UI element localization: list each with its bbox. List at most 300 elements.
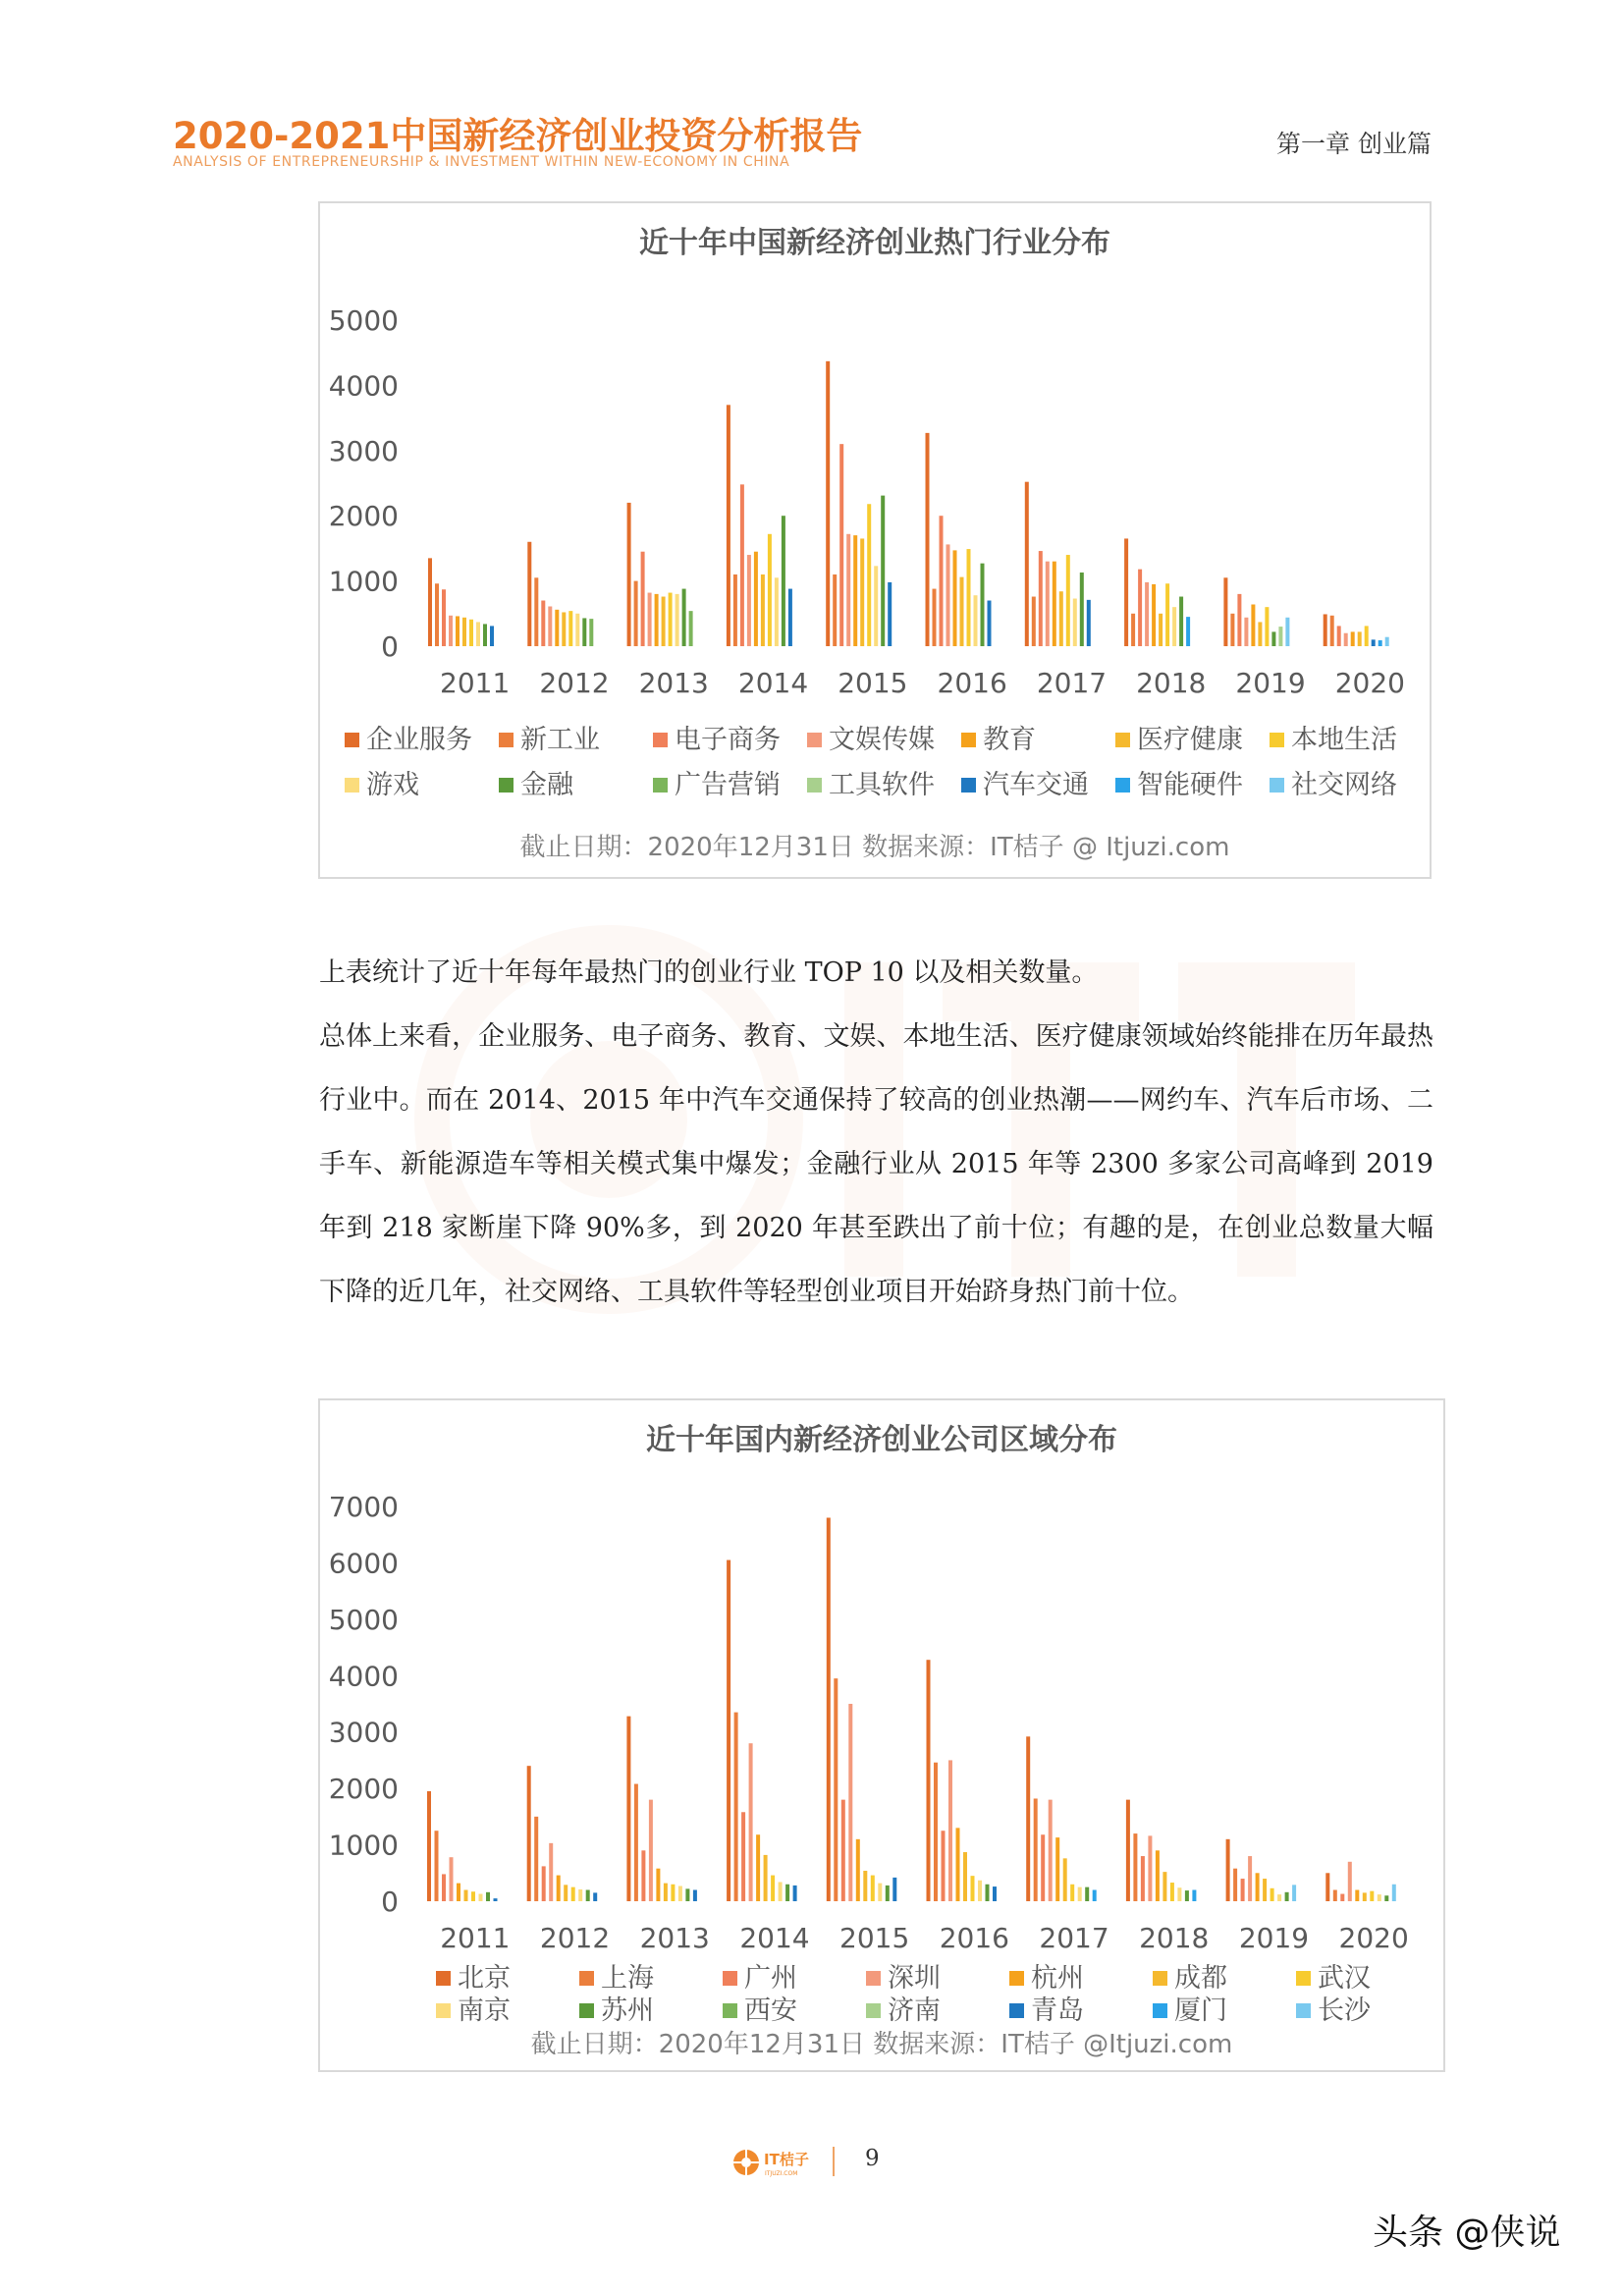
bar [634,1784,638,1901]
bar [575,614,579,646]
bar [1124,538,1128,646]
bar [874,566,878,646]
paragraph-2: 总体上来看，企业服务、电子商务、教育、文娱、本地生活、医疗健康领域始终能排在历年最热行业中。而在 2014、2015 年中汽车交通保持了较高的创业热潮——网约车、汽车后市场、二手车、新能源造车等相关模式集中爆发；金融行业从 2015 年等 2300 多家公司高峰到 2019 年到 218 家断崖下降 90%多，到 2020 年甚至跌出了前十位；有趣的是，在创业总数量大幅下降的近几年，社交网络、工具软件等轻型创业项目开始跻身热门前十位。 [319,1021,1433,1307]
bar [1131,614,1135,646]
legend-item [1296,1995,1372,2026]
bar [534,1817,538,1901]
x-tick-label: 2018 [1136,667,1207,699]
legend-swatch [579,2003,594,2018]
bar [486,1892,490,1901]
bar [578,1889,582,1901]
bar-group-2014 [727,405,792,646]
bar [435,1831,439,1901]
bar [641,1850,645,1901]
bar [678,1886,682,1901]
legend-label: 南京 [458,1995,511,2026]
bar [933,589,937,646]
bar [471,1891,475,1901]
bar [1055,1837,1059,1901]
legend-item [1009,1995,1084,2026]
bar [892,1878,896,1901]
legend-swatch [579,1971,594,1986]
legend-swatch [866,2003,881,2018]
bar [1172,607,1176,646]
legend-item [579,1963,654,1994]
bar [881,496,885,646]
y-tick-label: 7000 [328,1491,399,1523]
bar [846,534,850,646]
legend-label: 工具软件 [829,770,935,800]
legend-item [723,1963,797,1994]
x-tick-label: 2017 [1039,1922,1109,1954]
legend-item [436,1963,511,1994]
report-title: 2020-2021中国新经济创业投资分析报告 [173,115,863,157]
legend-item [345,725,472,755]
y-tick-label: 0 [381,630,399,663]
bar [785,1885,789,1901]
bar [627,503,631,646]
bar [1256,1873,1260,1901]
bar [856,1839,860,1901]
legend-item [436,1995,511,2026]
bar-group-2012 [527,542,593,646]
bar [557,1876,561,1901]
bar [1372,639,1376,646]
bar [942,1831,946,1901]
legend-label: 厦门 [1174,1995,1227,2026]
bar [527,542,531,646]
bar [479,1894,483,1901]
bar [456,616,460,646]
bar [727,1560,730,1901]
chart-title: 近十年中国新经济创业热门行业分布 [639,226,1110,260]
bar [689,611,693,646]
legend-label: 广告营销 [675,770,781,800]
bar [1241,1879,1245,1901]
bar-group-2019 [1226,1839,1297,1901]
legend-label: 企业服务 [366,725,472,755]
bar [442,589,446,646]
chapter-label: 第一章 创业篇 [1276,130,1432,158]
chart-source-note: 截止日期：2020年12月31日 数据来源：IT桔子 @Itjuzi.com [530,2030,1233,2059]
bar [582,618,586,646]
legend-swatch [723,1971,737,1986]
legend-swatch [436,1971,451,1986]
bar [1385,637,1389,646]
bar [1138,570,1142,646]
legend-label: 上海 [601,1963,654,1994]
region-chart [318,1398,1445,2072]
bar [926,433,930,646]
legend-swatch [866,1971,881,1986]
bar [740,484,744,646]
x-tick-label: 2020 [1338,1922,1409,1954]
bar [676,594,679,646]
bar [428,558,432,646]
bar [1192,1890,1196,1901]
bar-group-2018 [1126,1800,1197,1901]
bar [427,1791,431,1901]
legend-swatch [1270,733,1284,747]
legend-item [1153,1995,1227,2026]
legend-swatch [1296,2003,1311,2018]
bar [1066,555,1070,646]
bar [589,619,593,646]
bar [1355,1890,1359,1901]
bar [853,535,857,646]
legend-swatch [807,733,822,747]
bar [734,1713,738,1901]
bar [848,1704,852,1901]
bar [1032,597,1036,646]
bar-group-2013 [626,1717,697,1901]
bar [1041,1834,1045,1901]
bar [464,1890,468,1901]
bar [1063,1858,1067,1901]
paragraph-1: 上表统计了近十年每年最热门的创业行业 TOP 10 以及相关数量。 [319,957,1099,988]
bar [1351,631,1355,646]
bar [888,582,892,646]
bar [782,516,785,646]
legend-swatch [345,778,359,793]
bar [1333,1890,1337,1901]
bar [1258,622,1262,646]
bar [1177,1887,1181,1901]
bar [940,516,944,646]
bar [1165,583,1169,646]
bar [956,1828,960,1901]
legend-label: 成都 [1174,1963,1227,1994]
bar [626,1717,630,1901]
bar [490,626,494,646]
legend-swatch [1153,2003,1167,2018]
bar [1126,1800,1130,1901]
bar [442,1874,446,1901]
bar [1053,562,1056,646]
bar [1265,607,1269,646]
logo-text: IT桔子 [764,2151,809,2168]
bar [669,593,673,646]
bar [1285,1892,1289,1901]
bar [1170,1883,1174,1901]
bar [1344,633,1348,646]
legend-label: 医疗健康 [1137,725,1243,755]
bar [974,595,978,646]
region-chart-svg [320,1400,1443,2070]
legend-item [653,770,781,800]
bar [1337,626,1341,646]
x-tick-label: 2015 [838,667,908,699]
bar [1026,1736,1030,1901]
legend-label: 游戏 [366,770,419,800]
bar [1285,618,1289,646]
bar [963,1852,967,1901]
x-tick-label: 2012 [539,667,610,699]
legend-swatch [1009,1971,1024,1986]
y-tick-label: 4000 [328,1660,399,1693]
bar [1278,627,1282,646]
bar [1162,1872,1166,1901]
bar [1080,573,1084,646]
bar [541,601,545,646]
bar [1148,1835,1152,1901]
legend-label: 西安 [744,1995,797,2026]
chart-source-note: 截止日期：2020年12月31日 数据来源：IT桔子 @ Itjuzi.com [519,833,1230,862]
x-tick-label: 2020 [1334,667,1405,699]
x-tick-label: 2017 [1036,667,1108,699]
bar-group-2020 [1325,1862,1396,1901]
bar [754,552,758,646]
bar [953,550,957,646]
bar [641,552,645,646]
bar [1271,631,1275,646]
legend-label: 苏州 [601,1995,654,2026]
bar [1379,640,1382,646]
bar [568,611,572,646]
x-tick-label: 2012 [539,1922,611,1954]
legend-swatch [653,733,668,747]
bar [761,574,765,646]
bar [878,1884,882,1901]
legend-label: 深圳 [888,1963,941,1994]
legend-label: 广州 [744,1963,797,1994]
legend-label: 社交网络 [1291,770,1397,800]
bar-group-2015 [826,361,892,646]
bar [435,583,439,646]
legend-label: 教育 [983,725,1036,755]
bar [793,1886,797,1901]
legend-label: 新工业 [520,725,600,755]
bar [449,616,453,646]
legend-item [579,1995,654,2026]
bar-group-2018 [1124,538,1190,646]
bar [450,1857,454,1901]
x-tick-label: 2013 [638,667,709,699]
bar [1046,562,1050,646]
industry-chart [318,201,1432,879]
bar-group-2016 [926,433,992,646]
bar [656,1869,660,1901]
bar [934,1763,938,1901]
legend-label: 文娱传媒 [829,725,935,755]
bar [1049,1800,1053,1901]
legend-item [1270,725,1397,755]
bar [1324,614,1327,646]
bar [1070,1885,1074,1901]
bar [1059,591,1063,646]
bar [469,620,473,646]
bar [988,601,992,646]
bar [839,444,843,646]
bar [1325,1873,1329,1901]
bar-group-2015 [827,1517,897,1901]
bar [1159,614,1162,646]
logo-subtext: ITJUZI.COM [765,2170,798,2177]
bar [1230,614,1234,646]
y-tick-label: 5000 [328,1603,399,1636]
x-tick-label: 2011 [440,667,511,699]
bar [733,574,737,646]
bar [555,610,559,646]
bar [768,534,772,646]
bar-group-2017 [1026,1736,1097,1901]
bar [457,1884,460,1901]
legend-label: 汽车交通 [983,770,1089,800]
bar [527,1766,531,1901]
bar [1078,1887,1082,1901]
bar [1370,1891,1374,1901]
bar [1348,1862,1352,1901]
legend-item [1115,770,1243,800]
legend-label: 本地生活 [1291,725,1397,755]
bar [693,1890,697,1901]
bar [771,1876,775,1901]
x-tick-label: 2019 [1235,667,1306,699]
bar [1152,584,1156,646]
legend-swatch [499,778,514,793]
x-tick-label: 2014 [737,667,809,699]
bar [1248,1856,1252,1901]
x-tick-label: 2013 [639,1922,710,1954]
footer-divider [833,2147,835,2176]
bar [549,1843,553,1901]
x-tick-label: 2015 [839,1922,910,1954]
bar [749,1743,753,1901]
bar [1025,482,1029,646]
bar-group-2013 [627,503,693,646]
y-tick-label: 1000 [328,1829,399,1862]
bar [1233,1869,1237,1901]
legend-label: 北京 [458,1963,511,1994]
y-tick-label: 6000 [328,1547,399,1580]
bar [827,1517,831,1901]
legend-item [499,725,600,755]
legend-item [866,1995,941,2026]
body-text [319,941,1433,1324]
bar [1277,1894,1281,1901]
bar [542,1866,546,1901]
legend-item [653,725,781,755]
legend-swatch [653,778,668,793]
x-tick-label: 2016 [937,667,1007,699]
bar [1365,626,1369,646]
bar [1271,1888,1274,1901]
bar [1087,600,1091,646]
bar [948,1760,952,1901]
bar-group-2011 [427,1791,498,1901]
y-tick-label: 1000 [328,565,399,598]
bar [993,1886,997,1901]
bar [476,622,480,646]
bar [1179,597,1183,646]
bar [756,1834,760,1901]
bar [1340,1894,1344,1901]
x-tick-label: 2014 [739,1922,810,1954]
y-tick-label: 2000 [328,500,399,533]
bar [834,1678,838,1901]
legend-swatch [1270,778,1284,793]
bar [564,1885,568,1901]
legend-label: 电子商务 [675,725,781,755]
legend-item [866,1963,941,1994]
legend-swatch [1009,2003,1024,2018]
bar [981,564,985,646]
bar [648,593,652,646]
legend-label: 杭州 [1031,1963,1084,1994]
bar [1093,1890,1097,1901]
bar [1186,617,1190,646]
bar [1039,551,1043,646]
y-tick-label: 4000 [328,369,399,403]
bar [1226,1839,1230,1901]
legend-label: 金融 [520,770,573,800]
legend-item [499,770,574,800]
bar [886,1886,890,1901]
legend-item [723,1995,797,2026]
legend-item [961,770,1089,800]
bar [1251,605,1255,646]
bar [747,555,751,646]
bar [741,1812,745,1901]
bar [775,577,779,646]
bar-group-2011 [428,558,494,646]
legend-label: 武汉 [1318,1963,1371,1994]
bar [1133,1833,1137,1901]
bar [534,577,538,646]
bar [1358,631,1362,646]
legend-item [807,725,935,755]
bar [1392,1885,1396,1901]
report-subtitle: ANALYSIS OF ENTREPRENEURSHIP & INVESTMENT WITHIN NEW-ECONOMY IN CHINA [173,154,790,170]
bar [1085,1887,1089,1901]
legend-label: 青岛 [1031,1995,1084,2026]
bar [833,574,837,646]
bar-group-2020 [1324,614,1389,646]
bar [662,597,666,646]
x-tick-label: 2018 [1139,1922,1210,1954]
bar [634,581,638,646]
bar [462,618,466,646]
industry-chart-svg [320,203,1430,877]
bar [860,538,864,646]
bar-group-2012 [527,1766,598,1901]
y-tick-label: 5000 [328,304,399,337]
bar [764,1855,768,1901]
legend-swatch [1115,733,1130,747]
bar [1156,1850,1160,1901]
bar [1263,1879,1267,1901]
bar [494,1898,498,1901]
bar [655,594,659,646]
bar [562,612,566,646]
legend-swatch [723,2003,737,2018]
legend-swatch [1296,1971,1311,1986]
legend-item [1270,770,1397,800]
legend-swatch [961,778,976,793]
legend-item [1296,1963,1371,1994]
bar [1363,1892,1367,1901]
bar [978,1881,982,1901]
itjuzi-logo [730,2146,825,2179]
bar [826,361,830,646]
y-tick-label: 0 [381,1886,399,1918]
bar [1185,1890,1189,1901]
bar [664,1884,668,1901]
x-tick-label: 2016 [939,1922,1009,1954]
legend-swatch [1153,1971,1167,1986]
bar [946,544,950,646]
bar [863,1871,867,1901]
